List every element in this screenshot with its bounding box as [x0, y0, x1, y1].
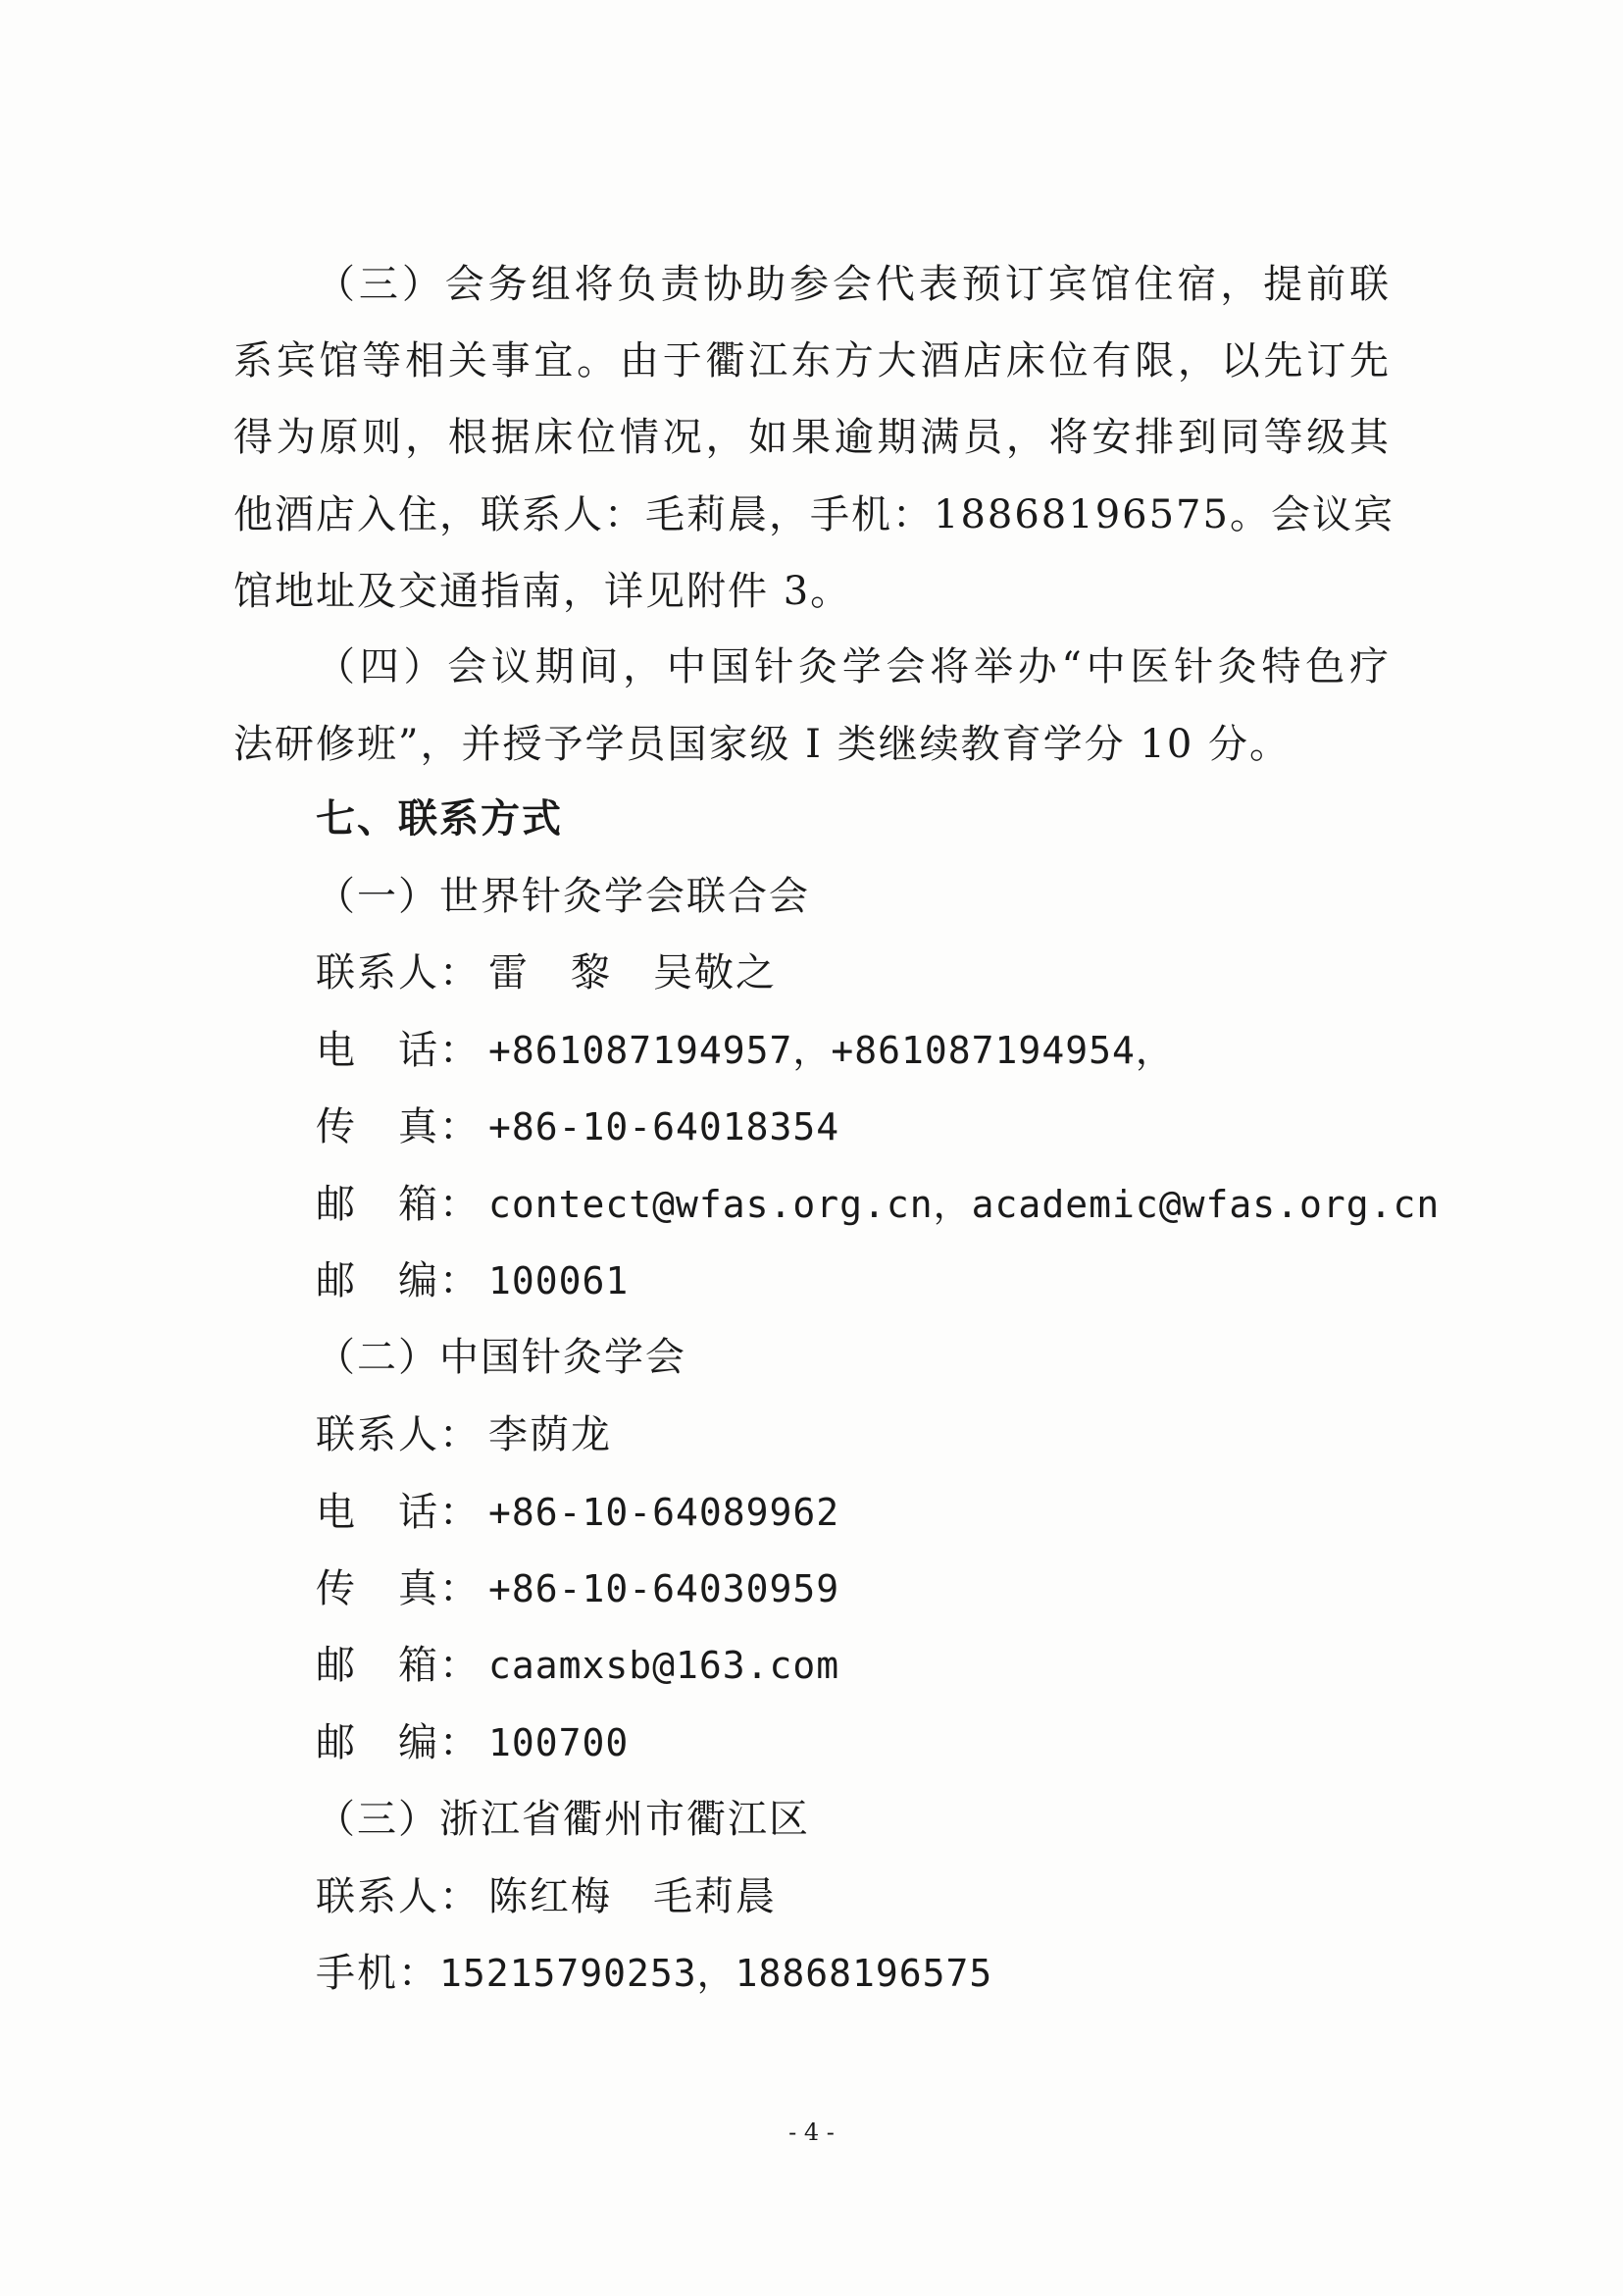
org2-contact-value: 李荫龙 — [488, 1412, 612, 1457]
org2-email-label: 邮 箱： — [316, 1643, 481, 1688]
org1-phone-row — [316, 1023, 1174, 1078]
section-heading-contact: 七、联系方式 — [316, 796, 563, 842]
org1-fax-label: 传 真： — [316, 1104, 481, 1149]
paragraph-4-line-2: 法研修班”，并授予学员国家级 I 类继续教育学分 10 分。 — [233, 722, 1292, 767]
org1-phone-value: +861087194957，+861087194954， — [488, 1029, 1174, 1072]
org1-email-row — [316, 1177, 1440, 1232]
org1-email-label: 邮 箱： — [316, 1182, 481, 1227]
org3-mobile-value: 15215790253，18868196575 — [439, 1952, 993, 1995]
org2-fax-value: +86-10-64030959 — [488, 1567, 840, 1610]
org2-phone-label: 电 话： — [316, 1490, 481, 1535]
paragraph-3-line-5: 馆地址及交通指南，详见附件 3。 — [233, 569, 852, 614]
org1-zip-row — [316, 1253, 629, 1308]
org3-contact-value: 陈红梅 毛莉晨 — [488, 1874, 777, 1919]
org3-contact-label: 联系人： — [316, 1874, 481, 1919]
paragraph-3-line-3: 得为原则，根据床位情况，如果逾期满员，将安排到同等级其 — [233, 415, 1391, 460]
org1-fax-value: +86-10-64018354 — [488, 1105, 840, 1148]
paragraph-3-line-1: （三）会务组将负责协助参会代表预订宾馆住宿，提前联 — [316, 262, 1391, 307]
org2-fax-row — [316, 1561, 839, 1616]
org3-name: （三）浙江省衢州市衢江区 — [316, 1797, 810, 1842]
org1-contact-row — [316, 945, 777, 1000]
org2-email-row — [316, 1638, 839, 1693]
org1-contact-value: 雷 黎 吴敬之 — [488, 950, 777, 995]
org2-contact-label: 联系人： — [316, 1412, 481, 1457]
org2-zip-row — [316, 1715, 629, 1770]
paragraph-3-line-4: 他酒店入住，联系人：毛莉晨，手机：18868196575。会议宾 — [233, 492, 1395, 537]
page-number: - 4 - — [788, 2118, 835, 2146]
org2-zip-label: 邮 编： — [316, 1720, 481, 1765]
org1-email-value: contect@wfas.org.cn，academic@wfas.org.cn — [488, 1183, 1441, 1226]
org1-name: （一）世界针灸学会联合会 — [316, 874, 810, 919]
org2-name: （二）中国针灸学会 — [316, 1335, 686, 1380]
org2-phone-value: +86-10-64089962 — [488, 1491, 840, 1534]
paragraph-4-line-1: （四）会议期间，中国针灸学会将举办“中医针灸特色疗 — [316, 644, 1391, 689]
org1-contact-label: 联系人： — [316, 950, 481, 995]
org3-contact-row — [316, 1869, 777, 1924]
org1-zip-label: 邮 编： — [316, 1258, 481, 1303]
org2-email-value: caamxsb@163.com — [488, 1644, 840, 1687]
org1-phone-label: 电 话： — [316, 1028, 481, 1073]
org1-zip-value: 100061 — [488, 1259, 630, 1302]
org2-contact-row — [316, 1407, 612, 1462]
org3-mobile-label: 手机： — [316, 1951, 439, 1996]
org2-phone-row — [316, 1485, 839, 1540]
paragraph-3-line-2: 系宾馆等相关事宜。由于衢江东方大酒店床位有限，以先订先 — [233, 338, 1391, 383]
org2-zip-value: 100700 — [488, 1721, 630, 1764]
org3-mobile-row — [316, 1946, 992, 2001]
org2-fax-label: 传 真： — [316, 1566, 481, 1611]
org1-fax-row — [316, 1099, 839, 1154]
